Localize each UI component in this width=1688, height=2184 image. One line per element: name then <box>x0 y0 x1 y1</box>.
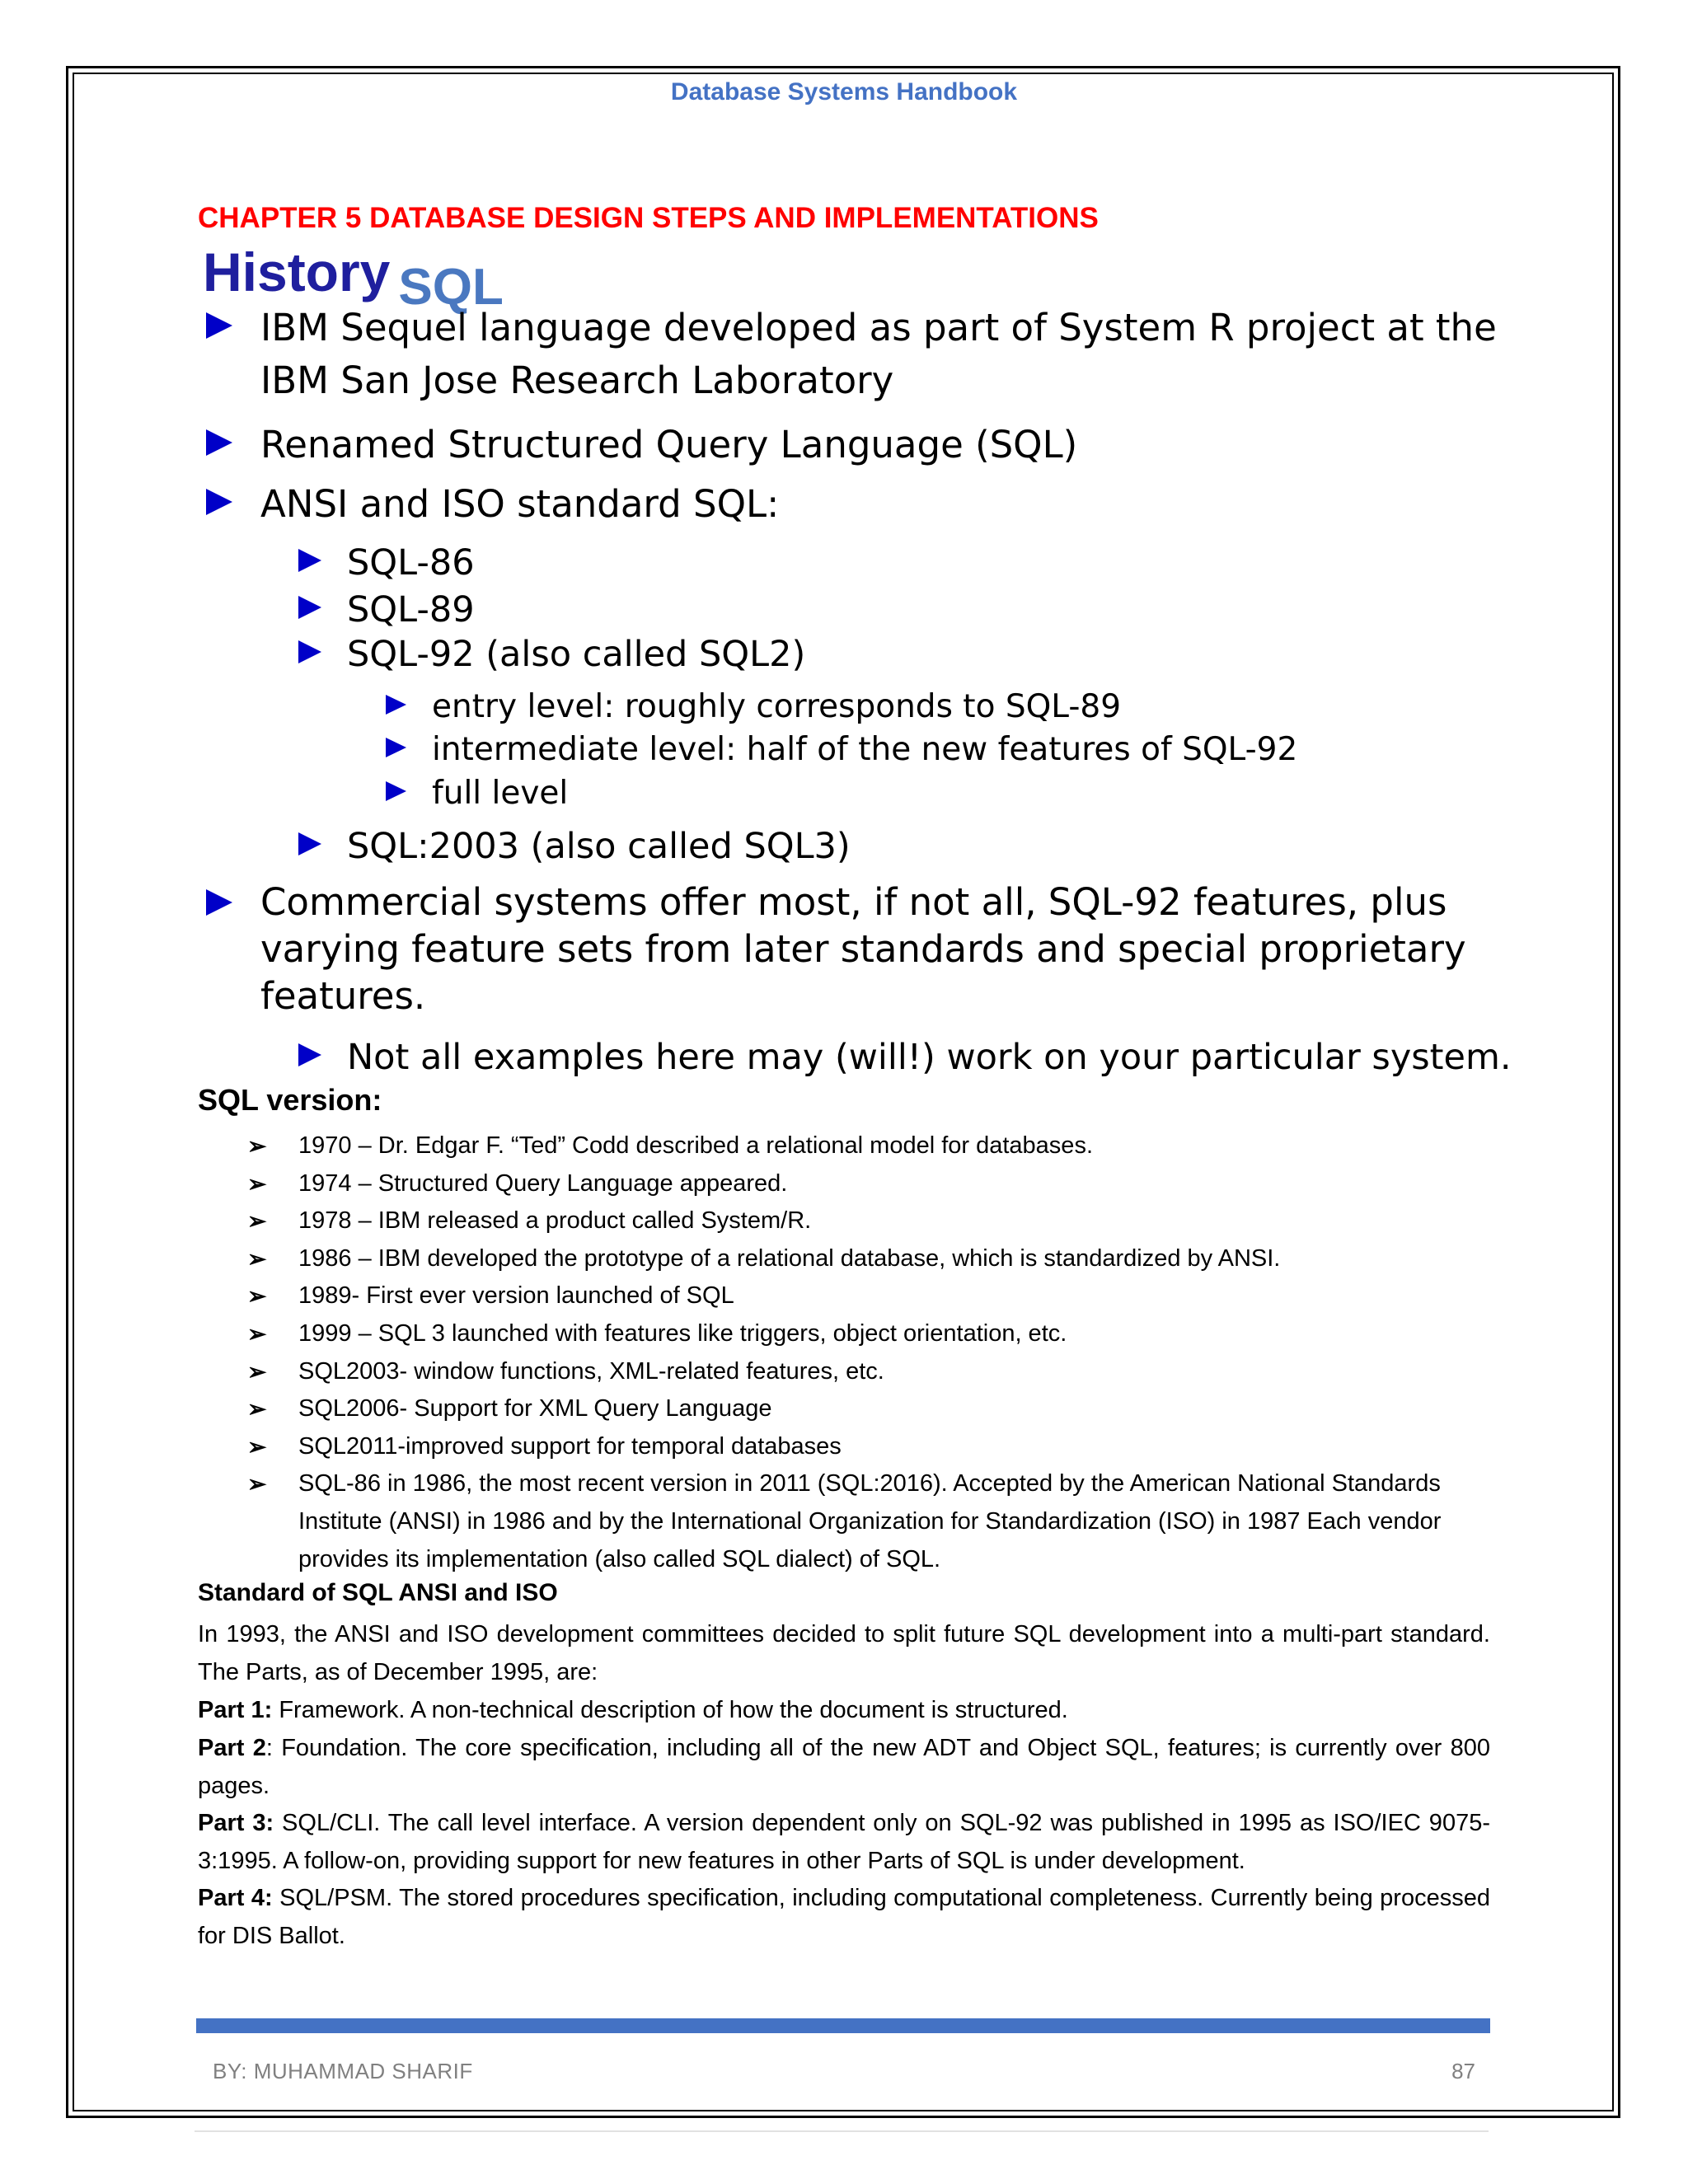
slide-sub-bullet: Not all examples here may (will!) work on your particular system. <box>298 1034 1512 1080</box>
slide-bullet: ANSI and ISO standard SQL: <box>206 478 779 531</box>
triangle-bullet-icon <box>206 312 232 339</box>
chapter-title: CHAPTER 5 DATABASE DESIGN STEPS AND IMPLEMENTATIONS <box>198 202 1099 234</box>
list-item: ➢ 1970 – Dr. Edgar F. “Ted” Codd described a relational model for databases. <box>247 1127 1492 1165</box>
list-item: ➢ 1974 – Structured Query Language appeared. <box>247 1165 1492 1203</box>
arrow-bullet-icon: ➢ <box>247 1170 267 1197</box>
list-item: ➢ 1986 – IBM developed the prototype of a relational database, which is standardized by ANSI. <box>247 1240 1492 1278</box>
triangle-bullet-icon <box>386 695 406 715</box>
arrow-bullet-icon: ➢ <box>247 1358 267 1385</box>
triangle-bullet-icon <box>206 489 232 515</box>
triangle-bullet-icon <box>386 781 406 801</box>
triangle-bullet-icon <box>386 738 406 757</box>
triangle-bullet-icon <box>298 1043 321 1066</box>
slide-sub-sub-bullet: intermediate level: half of the new features of SQL-92 <box>386 729 1297 771</box>
slide-sub-sub-bullet: full level <box>386 773 568 814</box>
arrow-bullet-icon: ➢ <box>247 1396 267 1422</box>
list-item: ➢ 1989- First ever version launched of SQL <box>247 1277 1492 1315</box>
slide-bullet: IBM Sequel language developed as part of System R project at the IBM San Jose Research Laboratory <box>206 302 1497 407</box>
bottom-rule <box>195 2130 1489 2132</box>
slide-sub-bullet: SQL-86 <box>298 540 475 586</box>
arrow-bullet-icon: ➢ <box>247 1245 267 1272</box>
footer-author: BY: MUHAMMAD SHARIF <box>213 2059 473 2083</box>
page-number: 87 <box>1451 2059 1475 2083</box>
slide-sub-sub-bullet: entry level: roughly corresponds to SQL-89 <box>386 687 1121 728</box>
standard-part-4: Part 4: SQL/PSM. The stored procedures specification, including computational completeness. Currently being processed for DIS Ballot. <box>198 1885 1490 1949</box>
triangle-bullet-icon <box>206 889 232 916</box>
slide-title-sub: SQL <box>398 259 504 316</box>
list-item: ➢ SQL-86 in 1986, the most recent version in 2011 (SQL:2016). Accepted by the American National Standards Institute (ANSI) in 1986 and by the International Organization for Standardization (ISO) in 1987 Each vendor provides its implementation (also called SQL dialect) of SQL. <box>247 1465 1492 1578</box>
slide-bullet: Commercial systems offer most, if not all, SQL-92 features, plus varying feature sets from later standards and special proprietary features. <box>206 879 1466 1019</box>
triangle-bullet-icon <box>298 640 321 663</box>
triangle-bullet-icon <box>298 596 321 619</box>
list-item: ➢ SQL2003- window functions, XML-related features, etc. <box>247 1353 1492 1391</box>
triangle-bullet-icon <box>206 429 232 456</box>
triangle-bullet-icon <box>298 549 321 572</box>
arrow-bullet-icon: ➢ <box>247 1433 267 1460</box>
standard-part-2: Part 2: Foundation. The core specification, including all of the new ADT and Object SQL, features; is currently over 800 pages. <box>198 1735 1490 1799</box>
list-item: ➢ SQL2011-improved support for temporal databases <box>247 1428 1492 1466</box>
arrow-bullet-icon: ➢ <box>247 1283 267 1310</box>
slide-sub-bullet: SQL-89 <box>298 587 475 633</box>
slide-title-main: History <box>203 241 391 302</box>
arrow-bullet-icon: ➢ <box>247 1133 267 1159</box>
standard-part-3: Part 3: SQL/CLI. The call level interface. A version dependent only on SQL-92 was published in 1995 as ISO/IEC 9075-3:1995. A follow-on, providing support for new features in other Parts of SQL is under development. <box>198 1810 1490 1874</box>
slide-sub-bullet: SQL:2003 (also called SQL3) <box>298 823 851 869</box>
sql-version-heading: SQL version: <box>198 1083 382 1117</box>
sql-version-list <box>247 1127 1492 1578</box>
triangle-bullet-icon <box>298 832 321 855</box>
standard-intro: In 1993, the ANSI and ISO development committees decided to split future SQL development into a multi-part standard. The Parts, as of December 1995, are: <box>198 1621 1490 1685</box>
standard-heading: Standard of SQL ANSI and ISO <box>198 1579 558 1606</box>
arrow-bullet-icon: ➢ <box>247 1208 267 1235</box>
slide-bullet: Renamed Structured Query Language (SQL) <box>206 419 1077 471</box>
list-item: ➢ 1999 – SQL 3 launched with features like triggers, object orientation, etc. <box>247 1315 1492 1353</box>
slide-title <box>203 241 504 316</box>
arrow-bullet-icon: ➢ <box>247 1320 267 1347</box>
list-item: ➢ SQL2006- Support for XML Query Language <box>247 1390 1492 1428</box>
standard-part-1: Part 1: Framework. A non-technical description of how the document is structured. <box>198 1697 1068 1723</box>
slide-sub-bullet: SQL-92 (also called SQL2) <box>298 631 805 677</box>
footer-bar <box>196 2018 1490 2033</box>
running-header: Database Systems Handbook <box>670 78 1018 105</box>
arrow-bullet-icon: ➢ <box>247 1471 267 1497</box>
list-item: ➢ 1978 – IBM released a product called System/R. <box>247 1202 1492 1240</box>
